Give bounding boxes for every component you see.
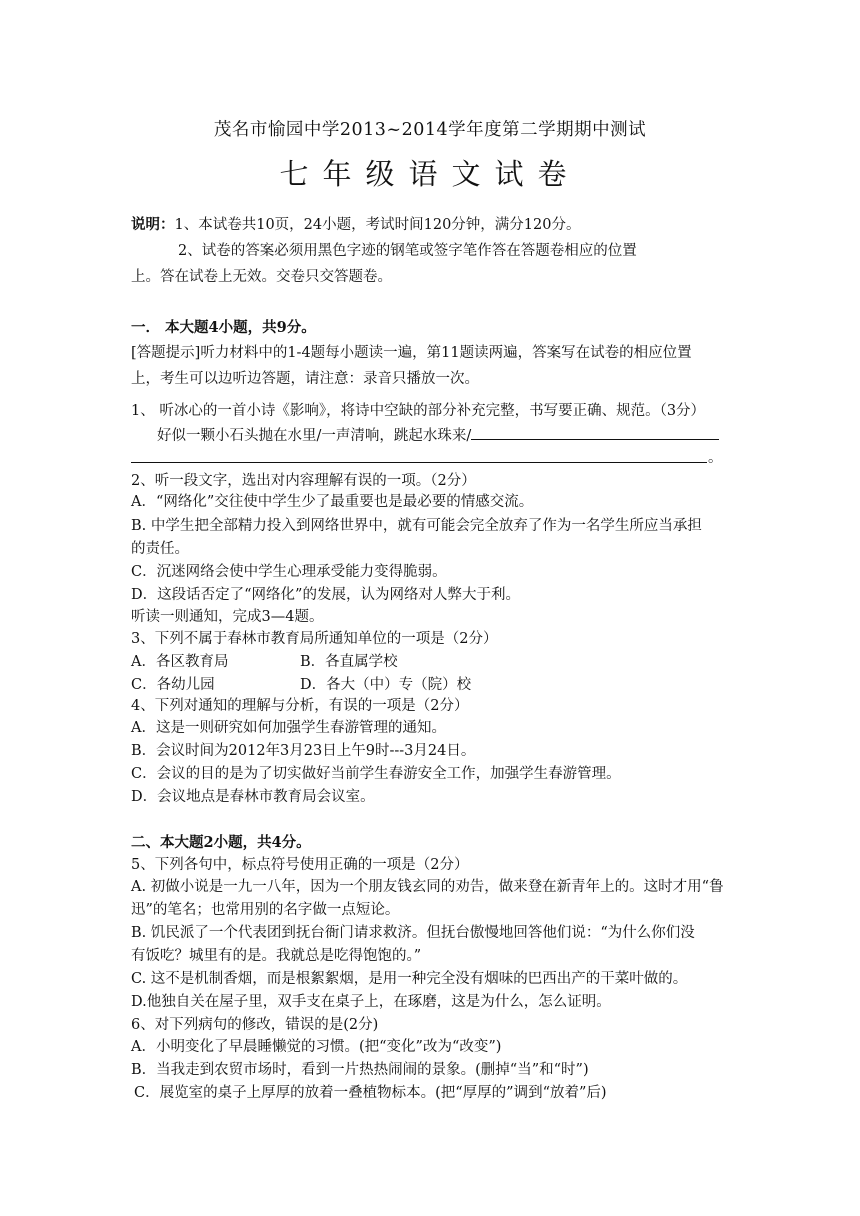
instructions-line-1 <box>131 215 580 235</box>
question-5-text: 5、下列各句中，标点符号使用正确的一项是（2分） <box>131 857 469 873</box>
question-4-option-a: A．这是一则研究如何加强学生春游管理的通知。 <box>131 720 446 736</box>
instructions-label: 说明： <box>131 216 175 233</box>
question-1-answer-line[interactable] <box>131 462 707 463</box>
question-1-period: 。 <box>708 450 723 466</box>
question-3-option-a: A．各区教育局 <box>131 654 229 670</box>
question-4-option-d: D．会议地点是春林市教育局会议室。 <box>131 789 375 805</box>
school-exam-line: 茂名市愉园中学2013~2014学年度第二学期期中测试 <box>213 120 647 140</box>
question-2-option-b: B. 中学生把全部精力投入到网络世界中，就有可能会完全放弃了作为一名学生所应当承担 <box>131 518 702 534</box>
question-6-option-c: C．展览室的桌子上厚厚的放着一叠植物标本。(把“厚厚的”调到“放着”后) <box>134 1085 607 1101</box>
notice-intro: 听读一则通知，完成3—4题。 <box>131 609 324 625</box>
instructions-item-2: 2、试卷的答案必须用黑色字迹的钢笔或签字笔作答在答题卷相应的位置 <box>178 243 637 259</box>
question-2-option-d: D．这段话否定了“网络化”的发展，认为网络对人弊大于利。 <box>131 587 520 603</box>
section-2-heading: 二、本大题2小题，共4分。 <box>131 834 311 851</box>
section-1-heading: 一． 本大题4小题，共9分。 <box>131 319 316 336</box>
question-2-option-a: A．“网络化”交往使中学生少了最重要也是最必要的情感交流。 <box>131 494 534 510</box>
question-3-option-b: B．各直属学校 <box>300 654 398 670</box>
question-6-option-a: A．小明变化了早晨睡懒觉的习惯。(把“变化”改为“改变”) <box>131 1039 502 1055</box>
exam-title: 七年级语文试卷 <box>279 157 581 191</box>
question-5-option-d: D.他独自关在屋子里，双手支在桌子上，在琢磨，这是为什么，怎么证明。 <box>131 994 611 1010</box>
question-3-option-c: C．各幼儿园 <box>131 677 215 693</box>
question-5-option-b: B. 饥民派了一个代表团到抚台衙门请求救济。但抚台傲慢地回答他们说：“为什么你们没 <box>131 925 695 941</box>
question-5-option-a: A. 初做小说是一九一八年，因为一个朋友钱玄同的劝告，做来登在新青年上的。这时才用“鲁 <box>131 879 724 895</box>
question-4-option-c: C．会议的目的是为了切实做好当前学生春游安全工作，加强学生春游管理。 <box>131 766 621 782</box>
section-1-hint-line-1: [答题提示]听力材料中的1-4题每小题读一遍，第11题读两遍，答案写在试卷的相应位置 <box>131 345 692 361</box>
section-1-hint-line-2: 上，考生可以边听边答题，请注意：录音只播放一次。 <box>131 371 479 387</box>
question-1-poem: 好似一颗小石头抛在水里/一声清响，跳起水珠来/ <box>157 428 472 444</box>
question-4-text: 4、下列对通知的理解与分析，有误的一项是（2分） <box>131 698 469 714</box>
question-3-text: 3、下列不属于春林市教育局所通知单位的一项是（2分） <box>131 631 498 647</box>
question-2-text: 2、听一段文字，选出对内容理解有误的一项。（2分） <box>131 473 476 489</box>
question-5-option-a-cont: 迅”的笔名；也常用别的名字做一点短论。 <box>131 902 400 918</box>
question-1-answer-blank[interactable] <box>471 425 719 440</box>
question-5-option-b-cont: 有饭吃？城里有的是。我就总是吃得饱饱的。” <box>131 948 422 964</box>
question-6-text: 6、对下列病句的修改，错误的是(2分) <box>131 1017 379 1033</box>
question-2-option-b-cont: 的责任。 <box>131 541 189 557</box>
question-3-option-d: D．各大（中）专（院）校 <box>300 677 472 693</box>
question-1-poem-line <box>157 425 719 446</box>
question-4-option-b: B．会议时间为2012年3月23日上午9时---3月24日。 <box>131 743 476 759</box>
question-6-option-b: B．当我走到农贸市场时，看到一片热热闹闹的景象。(删掉“当”和“时”) <box>131 1062 589 1078</box>
question-5-option-c: C. 这不是机制香烟，而是根絮絮烟，是用一种完全没有烟味的巴西出产的干菜叶做的。 <box>131 971 688 987</box>
instructions-item-2-cont: 上。答在试卷上无效。交卷只交答题卷。 <box>131 269 392 285</box>
question-2-option-c: C．沉迷网络会使中学生心理承受能力变得脆弱。 <box>131 564 447 580</box>
instructions-item-1: 1、本试卷共10页，24小题，考试时间120分钟，满分120分。 <box>174 217 581 233</box>
question-1-text: 1、 听冰心的一首小诗《影响》，将诗中空缺的部分补充完整，书写要正确、规范。（3分） <box>131 403 706 419</box>
